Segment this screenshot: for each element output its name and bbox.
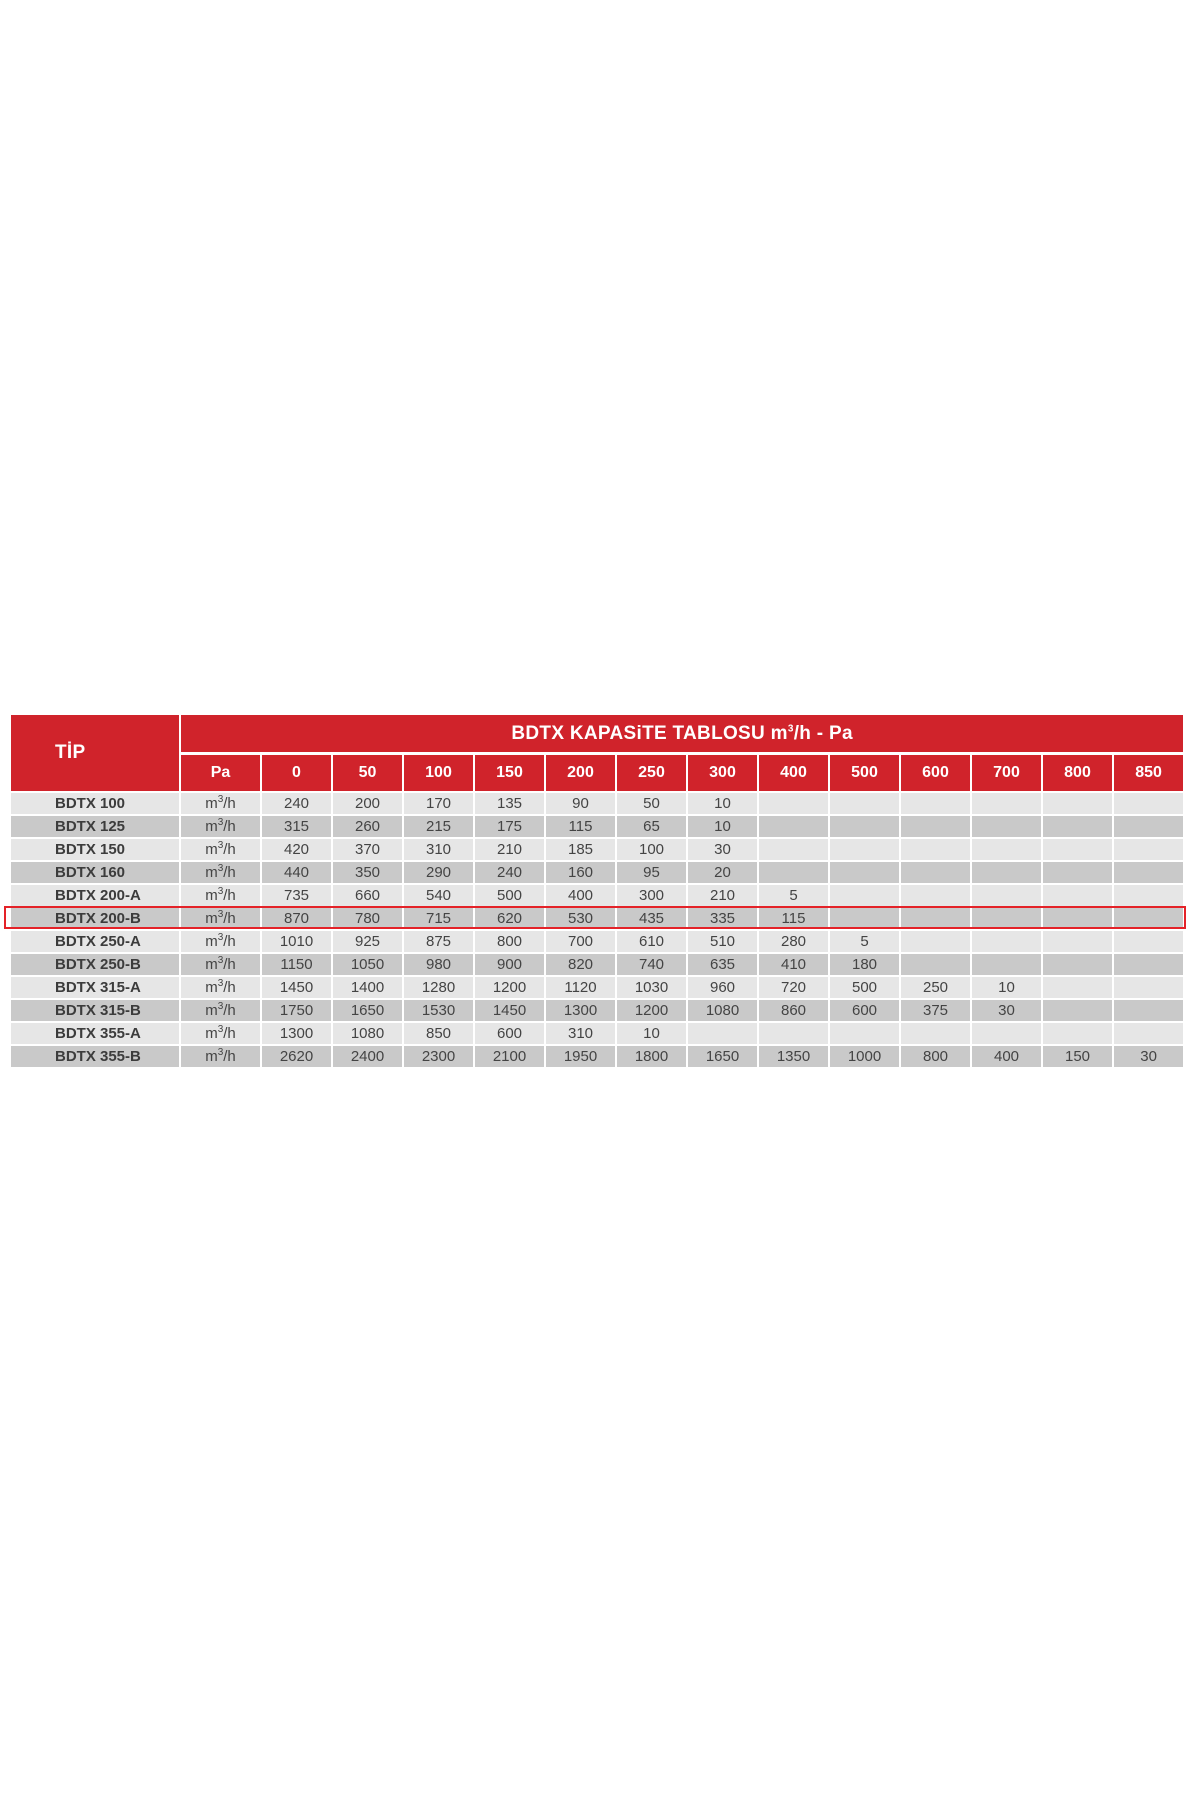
table-cell: 50 xyxy=(617,791,686,814)
table-cell: 5 xyxy=(759,883,828,906)
pressure-header: 700 xyxy=(972,755,1041,791)
row-type: BDTX 200-B xyxy=(11,906,179,929)
table-cell xyxy=(830,791,899,814)
table-row xyxy=(11,975,1183,998)
pressure-header: 400 xyxy=(759,755,828,791)
table-cell: 280 xyxy=(759,929,828,952)
table-title: BDTX KAPASiTE TABLOSU $m^3/h$ - Pa xyxy=(181,715,1183,752)
table-cell xyxy=(901,883,970,906)
row-unit: $m^3/h$ xyxy=(181,791,260,814)
table-row xyxy=(11,952,1183,975)
table-cell: 510 xyxy=(688,929,757,952)
pressure-header: 600 xyxy=(901,755,970,791)
table-cell: 10 xyxy=(972,975,1041,998)
table-cell xyxy=(1114,860,1183,883)
table-cell: 900 xyxy=(475,952,544,975)
table-row xyxy=(11,998,1183,1021)
table-cell xyxy=(759,837,828,860)
table-cell: 30 xyxy=(688,837,757,860)
table-cell xyxy=(1114,929,1183,952)
table-cell: 500 xyxy=(475,883,544,906)
table-cell xyxy=(1043,883,1112,906)
table-cell xyxy=(830,883,899,906)
table-cell: 260 xyxy=(333,814,402,837)
table-cell: 1350 xyxy=(759,1044,828,1067)
row-unit: $m^3/h$ xyxy=(181,814,260,837)
table-cell: 410 xyxy=(759,952,828,975)
table-cell: 2620 xyxy=(262,1044,331,1067)
row-unit: $m^3/h$ xyxy=(181,860,260,883)
row-unit: $m^3/h$ xyxy=(181,1044,260,1067)
table-cell: 440 xyxy=(262,860,331,883)
table-cell: 1010 xyxy=(262,929,331,952)
pressure-header: 250 xyxy=(617,755,686,791)
table-cell xyxy=(830,906,899,929)
table-cell: 700 xyxy=(546,929,615,952)
table-cell: 1120 xyxy=(546,975,615,998)
table-cell: 435 xyxy=(617,906,686,929)
table-cell: 610 xyxy=(617,929,686,952)
row-type: BDTX 355-B xyxy=(11,1044,179,1067)
table-cell xyxy=(830,837,899,860)
table-cell xyxy=(1114,883,1183,906)
row-type: BDTX 100 xyxy=(11,791,179,814)
table-body xyxy=(11,791,1183,1067)
table-cell xyxy=(1043,998,1112,1021)
capacity-table xyxy=(9,715,1185,1067)
table-cell: 310 xyxy=(546,1021,615,1044)
table-cell: 1200 xyxy=(617,998,686,1021)
row-unit: $m^3/h$ xyxy=(181,883,260,906)
table-row xyxy=(11,883,1183,906)
row-type: BDTX 160 xyxy=(11,860,179,883)
table-cell: 240 xyxy=(475,860,544,883)
table-cell: 315 xyxy=(262,814,331,837)
table-row xyxy=(11,1044,1183,1067)
table-cell: 135 xyxy=(475,791,544,814)
table-cell: 1050 xyxy=(333,952,402,975)
table-cell: 960 xyxy=(688,975,757,998)
table-cell: 740 xyxy=(617,952,686,975)
pressure-header: 0 xyxy=(262,755,331,791)
table-cell: 530 xyxy=(546,906,615,929)
table-cell: 2100 xyxy=(475,1044,544,1067)
table-cell: 850 xyxy=(404,1021,473,1044)
table-cell: 1030 xyxy=(617,975,686,998)
table-cell: 250 xyxy=(901,975,970,998)
table-cell: 5 xyxy=(830,929,899,952)
row-unit: $m^3/h$ xyxy=(181,906,260,929)
table-row xyxy=(11,837,1183,860)
table-cell: 115 xyxy=(759,906,828,929)
table-cell: 1950 xyxy=(546,1044,615,1067)
table-cell: 1280 xyxy=(404,975,473,998)
table-cell xyxy=(688,1021,757,1044)
row-type: BDTX 150 xyxy=(11,837,179,860)
table-cell: 240 xyxy=(262,791,331,814)
table-cell: 1450 xyxy=(262,975,331,998)
table-cell: 980 xyxy=(404,952,473,975)
table-cell: 400 xyxy=(546,883,615,906)
table-cell: 2400 xyxy=(333,1044,402,1067)
table-cell xyxy=(972,791,1041,814)
row-type: BDTX 200-A xyxy=(11,883,179,906)
table-cell: 1300 xyxy=(546,998,615,1021)
row-unit: $m^3/h$ xyxy=(181,1021,260,1044)
table-cell: 20 xyxy=(688,860,757,883)
table-cell xyxy=(1114,906,1183,929)
table-cell: 150 xyxy=(1043,1044,1112,1067)
table-cell xyxy=(830,1021,899,1044)
table-cell: 1450 xyxy=(475,998,544,1021)
table-cell xyxy=(901,1021,970,1044)
table-cell: 30 xyxy=(1114,1044,1183,1067)
table-cell xyxy=(830,814,899,837)
table-cell xyxy=(972,837,1041,860)
table-cell xyxy=(1043,975,1112,998)
table-cell: 300 xyxy=(617,883,686,906)
table-cell xyxy=(759,814,828,837)
table-cell xyxy=(972,952,1041,975)
table-cell: 1000 xyxy=(830,1044,899,1067)
table-cell: 30 xyxy=(972,998,1041,1021)
table-cell: 735 xyxy=(262,883,331,906)
table-cell xyxy=(901,814,970,837)
row-type: BDTX 250-A xyxy=(11,929,179,952)
table-cell: 370 xyxy=(333,837,402,860)
table-cell: 1300 xyxy=(262,1021,331,1044)
table-cell xyxy=(972,883,1041,906)
tip-header: TİP xyxy=(11,715,179,791)
table-cell: 860 xyxy=(759,998,828,1021)
table-row xyxy=(11,906,1183,929)
pressure-header: 200 xyxy=(546,755,615,791)
table-cell: 1400 xyxy=(333,975,402,998)
pressure-header: 850 xyxy=(1114,755,1183,791)
table-cell xyxy=(1114,837,1183,860)
table-cell: 780 xyxy=(333,906,402,929)
pressure-header: 300 xyxy=(688,755,757,791)
table-cell xyxy=(901,906,970,929)
table-cell: 310 xyxy=(404,837,473,860)
table-cell: 100 xyxy=(617,837,686,860)
table-cell: 1080 xyxy=(333,1021,402,1044)
table-row xyxy=(11,814,1183,837)
table-cell: 2300 xyxy=(404,1044,473,1067)
table-cell xyxy=(1114,975,1183,998)
table-cell: 200 xyxy=(333,791,402,814)
table-cell xyxy=(901,929,970,952)
table-cell xyxy=(972,906,1041,929)
table-cell: 1150 xyxy=(262,952,331,975)
pressure-header: 50 xyxy=(333,755,402,791)
row-unit: $m^3/h$ xyxy=(181,837,260,860)
table-cell: 400 xyxy=(972,1044,1041,1067)
row-type: BDTX 250-B xyxy=(11,952,179,975)
row-type: BDTX 315-B xyxy=(11,998,179,1021)
table-cell: 95 xyxy=(617,860,686,883)
pressure-header: 150 xyxy=(475,755,544,791)
table-cell: 350 xyxy=(333,860,402,883)
row-type: BDTX 125 xyxy=(11,814,179,837)
table-cell: 375 xyxy=(901,998,970,1021)
table-cell: 800 xyxy=(901,1044,970,1067)
table-cell: 160 xyxy=(546,860,615,883)
table-cell xyxy=(972,1021,1041,1044)
table-title-row xyxy=(11,715,1183,752)
table-cell xyxy=(1043,952,1112,975)
table-cell xyxy=(759,791,828,814)
table-cell: 600 xyxy=(830,998,899,1021)
table-cell: 715 xyxy=(404,906,473,929)
table-cell xyxy=(972,814,1041,837)
table-cell: 10 xyxy=(688,814,757,837)
table-cell xyxy=(1043,906,1112,929)
table-cell: 620 xyxy=(475,906,544,929)
table-cell: 1650 xyxy=(333,998,402,1021)
table-cell: 600 xyxy=(475,1021,544,1044)
pressure-header: 100 xyxy=(404,755,473,791)
table-cell xyxy=(1114,814,1183,837)
table-cell: 170 xyxy=(404,791,473,814)
row-unit: $m^3/h$ xyxy=(181,975,260,998)
table-cell xyxy=(1043,814,1112,837)
table-cell xyxy=(1043,837,1112,860)
table-cell xyxy=(901,837,970,860)
table-cell: 660 xyxy=(333,883,402,906)
table-cell: 720 xyxy=(759,975,828,998)
table-cell xyxy=(1043,1021,1112,1044)
table-row xyxy=(11,860,1183,883)
table-cell xyxy=(901,860,970,883)
row-unit: $m^3/h$ xyxy=(181,929,260,952)
pressure-header: 500 xyxy=(830,755,899,791)
table-cell: 90 xyxy=(546,791,615,814)
table-cell: 10 xyxy=(617,1021,686,1044)
table-cell: 820 xyxy=(546,952,615,975)
table-cell: 180 xyxy=(830,952,899,975)
row-type: BDTX 315-A xyxy=(11,975,179,998)
table-cell xyxy=(1043,929,1112,952)
table-cell: 420 xyxy=(262,837,331,860)
table-cell: 1750 xyxy=(262,998,331,1021)
table-row xyxy=(11,1021,1183,1044)
table-cell: 175 xyxy=(475,814,544,837)
pressure-header-row xyxy=(11,755,1183,791)
table-cell xyxy=(901,952,970,975)
table-cell xyxy=(830,860,899,883)
row-type: BDTX 355-A xyxy=(11,1021,179,1044)
row-unit: $m^3/h$ xyxy=(181,952,260,975)
table-row xyxy=(11,929,1183,952)
table-cell xyxy=(1114,1021,1183,1044)
table-cell xyxy=(759,1021,828,1044)
table-cell xyxy=(759,860,828,883)
table-cell: 65 xyxy=(617,814,686,837)
row-unit: $m^3/h$ xyxy=(181,998,260,1021)
table-cell: 875 xyxy=(404,929,473,952)
table-cell: 290 xyxy=(404,860,473,883)
table-cell: 1650 xyxy=(688,1044,757,1067)
table-cell xyxy=(1114,998,1183,1021)
table-cell: 115 xyxy=(546,814,615,837)
table-row xyxy=(11,791,1183,814)
table-cell xyxy=(972,860,1041,883)
table-cell: 870 xyxy=(262,906,331,929)
capacity-table-container xyxy=(11,715,1181,1067)
table-cell: 925 xyxy=(333,929,402,952)
table-cell: 185 xyxy=(546,837,615,860)
table-cell: 210 xyxy=(475,837,544,860)
table-cell xyxy=(1043,860,1112,883)
table-cell xyxy=(901,791,970,814)
table-cell: 500 xyxy=(830,975,899,998)
table-cell xyxy=(972,929,1041,952)
table-cell: 215 xyxy=(404,814,473,837)
table-cell: 800 xyxy=(475,929,544,952)
table-cell: 335 xyxy=(688,906,757,929)
table-cell xyxy=(1114,952,1183,975)
table-cell: 635 xyxy=(688,952,757,975)
table-cell: 210 xyxy=(688,883,757,906)
table-cell: 540 xyxy=(404,883,473,906)
table-cell: 1800 xyxy=(617,1044,686,1067)
pressure-header: 800 xyxy=(1043,755,1112,791)
table-cell: 1200 xyxy=(475,975,544,998)
pa-header: Pa xyxy=(181,755,260,791)
table-cell: 1080 xyxy=(688,998,757,1021)
table-cell xyxy=(1043,791,1112,814)
table-cell: 1530 xyxy=(404,998,473,1021)
table-cell: 10 xyxy=(688,791,757,814)
table-cell xyxy=(1114,791,1183,814)
